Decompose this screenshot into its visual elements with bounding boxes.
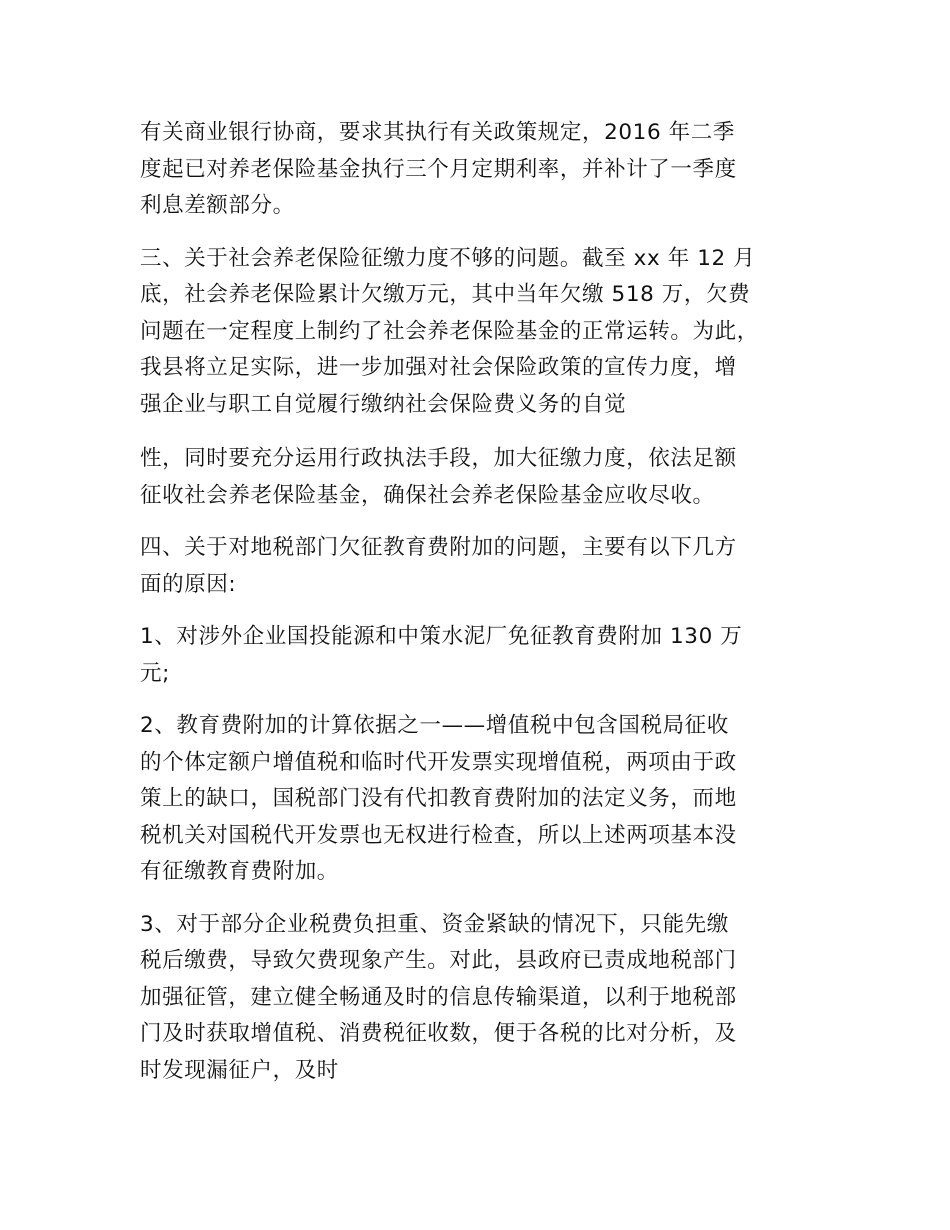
- text-line: 四、关于对地税部门欠征教育费附加的问题，主要有以下几方: [140, 535, 737, 560]
- text-line: 加强征管，建立健全畅通及时的信息传输渠道，以利于地税部: [140, 984, 737, 1010]
- text-line: 税机关对国税代开发票也无权进行检查，所以上述两项基本没: [140, 822, 737, 848]
- text-line: 门及时获取增值税、消费税征收数，便于各税的比对分析，及: [140, 1021, 737, 1046]
- text-line: 元;: [140, 660, 170, 686]
- text-line: 的个体定额户增值税和临时代开发票实现增值税，两项由于政: [140, 749, 737, 775]
- paragraph-item-one: [140, 619, 830, 692]
- text-line: 问题在一定程度上制约了社会养老保险基金的正常运转。为此，: [140, 318, 759, 344]
- text-line: 时发现漏征户，及时: [140, 1057, 339, 1083]
- paragraph-section-three-continued: [140, 441, 830, 514]
- paragraph-section-three: [140, 241, 830, 424]
- paragraph-section-four: [140, 530, 830, 603]
- text-line: 有关商业银行协商，要求其执行有关政策规定，2016 年二季: [140, 120, 735, 145]
- text-line: 强企业与职工自觉履行缴纳社会保险费义务的自觉: [140, 391, 627, 417]
- text-line: 有征缴教育费附加。: [140, 859, 339, 884]
- text-line: 三、关于社会养老保险征缴力度不够的问题。截至 xx 年 12 月: [140, 245, 756, 271]
- text-line: 策上的缺口，国税部门没有代扣教育费附加的法定义务，而地: [140, 786, 737, 811]
- text-line: 1、对涉外企业国投能源和中策水泥厂免征教育费附加 130 万: [140, 624, 743, 649]
- text-line: 性，同时要充分运用行政执法手段，加大征缴力度，依法足额: [140, 446, 737, 471]
- paragraph-bank-negotiation: [140, 115, 830, 225]
- text-line: 底，社会养老保险累计欠缴万元，其中当年欠缴 518 万，欠费: [140, 282, 751, 307]
- text-line: 利息差额部分。: [140, 193, 295, 218]
- document-body: [140, 115, 830, 1105]
- text-line: 税后缴费，导致欠费现象产生。对此，县政府已责成地税部门: [140, 948, 737, 973]
- text-line: 2、教育费附加的计算依据之一——增值税中包含国税局征收: [140, 713, 729, 738]
- paragraph-item-two: [140, 708, 830, 891]
- text-line: 3、对于部分企业税费负担重、资金紧缺的情况下，只能先缴: [140, 911, 729, 937]
- text-line: 征收社会养老保险基金，确保社会养老保险基金应收尽收。: [140, 482, 715, 508]
- paragraph-item-three: [140, 907, 830, 1090]
- text-line: 面的原因:: [140, 571, 237, 597]
- text-line: 我县将立足实际，进一步加强对社会保险政策的宣传力度，增: [140, 355, 737, 380]
- text-line: 度起已对养老保险基金执行三个月定期利率，并补计了一季度: [140, 156, 737, 182]
